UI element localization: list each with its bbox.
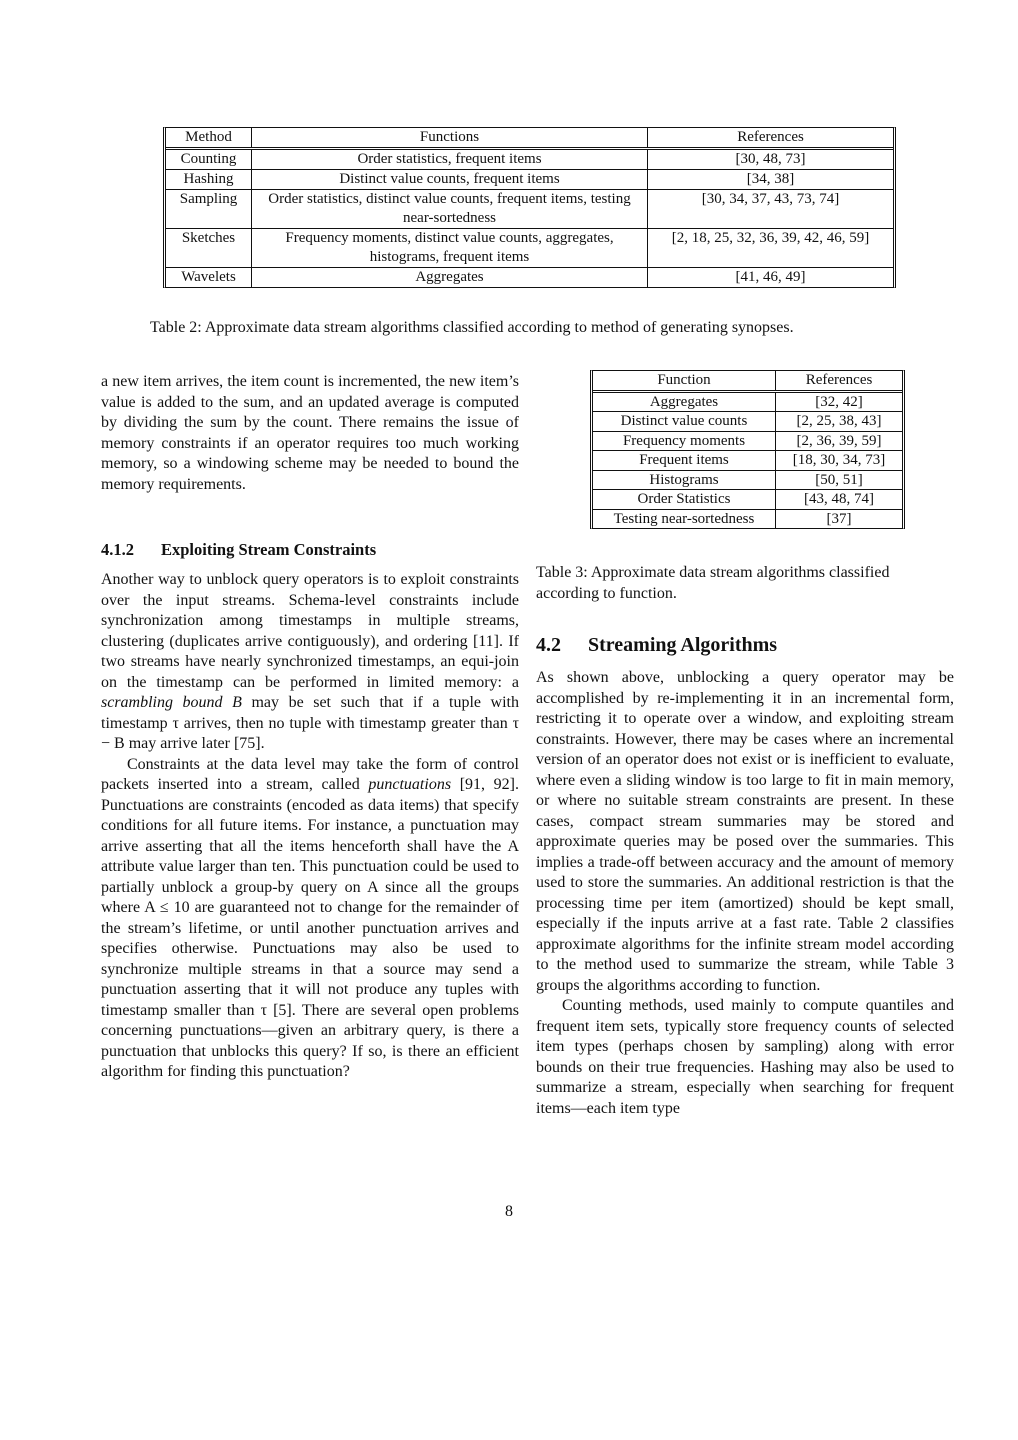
cell-function: Histograms bbox=[593, 471, 776, 490]
cell-method: Sampling bbox=[166, 190, 252, 228]
table-row bbox=[593, 431, 902, 451]
emphasis: punctuations bbox=[368, 776, 452, 793]
table-row bbox=[166, 189, 893, 228]
cell-references: [41, 46, 49] bbox=[735, 269, 806, 285]
subsection-heading bbox=[101, 540, 376, 560]
table-row bbox=[593, 450, 902, 470]
table-row bbox=[593, 393, 902, 412]
table-3-functions bbox=[590, 370, 905, 529]
table-header-row bbox=[593, 371, 902, 393]
cell-references: [37] bbox=[826, 510, 852, 527]
cell-method: Sketches bbox=[166, 229, 252, 267]
table-row bbox=[593, 470, 902, 490]
table-2-methods bbox=[163, 127, 896, 288]
left-intro-paragraph bbox=[101, 372, 519, 495]
subsection-title: Exploiting Stream Constraints bbox=[161, 540, 377, 559]
section-number: 4.2 bbox=[536, 634, 561, 656]
table-row bbox=[593, 411, 902, 431]
section-heading bbox=[536, 634, 777, 657]
cell-functions: Frequency moments, distinct value counts, aggregates, histograms, frequent items bbox=[252, 229, 648, 267]
paragraph: Counting methods, used mainly to compute quantiles and frequent item sets, typically store frequency counts of selected item types (perhaps chosen by sampling) along with error bounds on their true frequencies. Hashing may also be used to summarize a stream, especially when searching for frequent items—each item type bbox=[536, 997, 954, 1117]
subsection-number: 4.1.2 bbox=[101, 540, 134, 559]
table-3-caption: Table 3: Approximate data stream algorithms classified according to function. bbox=[536, 564, 890, 602]
cell-references: [30, 34, 37, 43, 73, 74] bbox=[701, 191, 840, 207]
cell-references: [50, 51] bbox=[815, 471, 863, 488]
paragraph bbox=[101, 570, 519, 755]
paragraph bbox=[101, 755, 519, 1083]
left-body bbox=[101, 570, 519, 1083]
cell-functions: Order statistics, distinct value counts, frequent items, testing near-sortedness bbox=[252, 190, 648, 228]
table-row bbox=[166, 169, 893, 189]
cell-references: [2, 18, 25, 32, 36, 39, 42, 46, 59] bbox=[671, 230, 870, 246]
cell-function: Frequency moments bbox=[593, 432, 776, 451]
paragraph: As shown above, unblocking a query operator may be accomplished by re-implementing it in an incremental form, restricting it to operate over a window, and exploiting stream constraints. However, there may be cases where an incremental version of an operator does not exist or is inefficient to evaluate, where even a sliding window is too large to fit in main memory, or where no suitable stream constraints are present. In these cases, compact stream summaries may be stored and approximate queries may be posed over the summaries. This implies a trade-off between accuracy and the amount of memory used to store the summaries. An additional restriction is that the processing time per item (amortized) should be kept small, especially if the inputs arrive at a fast rate. Table 2 classifies approximate algorithms for the infinite stream model according to the method used to summarize the stream, while Table 3 groups the algorithms according to function. bbox=[536, 669, 954, 994]
cell-functions: Distinct value counts, frequent items bbox=[252, 170, 648, 189]
cell-method: Wavelets bbox=[166, 268, 252, 287]
emphasis: scrambling bound B bbox=[101, 694, 242, 711]
table-header-row bbox=[166, 128, 893, 150]
table-row bbox=[166, 150, 893, 169]
cell-functions: Order statistics, frequent items bbox=[252, 150, 648, 169]
page-number: 8 bbox=[505, 1203, 513, 1220]
cell-method: Hashing bbox=[166, 170, 252, 189]
table-row bbox=[166, 228, 893, 267]
paragraph: a new item arrives, the item count is incremented, the new item’s value is added to the sum, and an updated average is computed by dividing the sum by the count. There remains the issue of memory constraints if an operator requires too much working memory, so a windowing scheme may be needed to bound the memory requirements. bbox=[101, 373, 519, 493]
cell-references: [18, 30, 34, 73] bbox=[792, 452, 886, 468]
header-method: Method bbox=[166, 128, 252, 147]
cell-references: [2, 36, 39, 59] bbox=[796, 432, 882, 449]
text: Constraints at the data level may take the form of control packets inserted into a stream, called bbox=[101, 755, 519, 793]
table-row bbox=[593, 509, 902, 529]
cell-references: [43, 48, 74] bbox=[804, 491, 874, 507]
cell-function: Frequent items bbox=[593, 451, 776, 470]
cell-method: Counting bbox=[166, 150, 252, 169]
cell-function: Distinct value counts bbox=[593, 412, 776, 431]
header-functions: Functions bbox=[252, 128, 648, 147]
header-references: References bbox=[737, 129, 804, 145]
text: Another way to unblock query operators is to exploit constraints over the input streams. Schema-level constraints include synchronization among timestamps in multiple streams, clustering (duplicates arrive contiguously), and ordering [11]. If two streams have nearly synchronized timestamps, an equi-join on the timestamp can be performed in limited memory: a bbox=[101, 571, 519, 691]
cell-function: Testing near-sortedness bbox=[593, 510, 776, 529]
right-body bbox=[536, 668, 954, 1119]
text: may be set such that if a tuple with timestamp τ arrives, then no tuple with timestamp greater than τ − B may arrive later [75]. bbox=[101, 694, 519, 752]
cell-references: [34, 38] bbox=[746, 171, 795, 187]
cell-functions: Aggregates bbox=[252, 268, 648, 287]
cell-references: [2, 25, 38, 43] bbox=[796, 413, 882, 429]
cell-references: [30, 48, 73] bbox=[735, 151, 806, 167]
table-row bbox=[593, 489, 902, 509]
text: [91, 92]. Punctuations are constraints (encoded as data items) that specify conditions for all future items. For instance, a punctuation may arrive asserting that all the items henceforth shall have the A attribute value larger than ten. This punctuation could be used to partially unblock a group-by query on A since all the groups where A ≤ 10 are guaranteed not to change for the remainder of the stream’s lifetime, or until another punctuation arrives and specifies otherwise. Punctuations may also be used to synchronize multiple streams in that a source may send a punctuation asserting that it will not produce any tuples with timestamp smaller than τ [5]. There are several open problems concerning punctuations—given an arbitrary query, is there a punctuation that unblocks this query? If so, is there an efficient algorithm for finding this punctuation? bbox=[101, 776, 520, 1080]
header-references: References bbox=[805, 372, 873, 388]
header-function: Function bbox=[593, 371, 776, 390]
cell-function: Order Statistics bbox=[593, 490, 776, 509]
cell-references: [32, 42] bbox=[815, 393, 863, 410]
section-title: Streaming Algorithms bbox=[588, 634, 778, 656]
cell-function: Aggregates bbox=[593, 393, 776, 412]
table-2-caption: Table 2: Approximate data stream algorithms classified according to method of generating synopses. bbox=[150, 319, 794, 336]
table-row bbox=[166, 267, 893, 287]
